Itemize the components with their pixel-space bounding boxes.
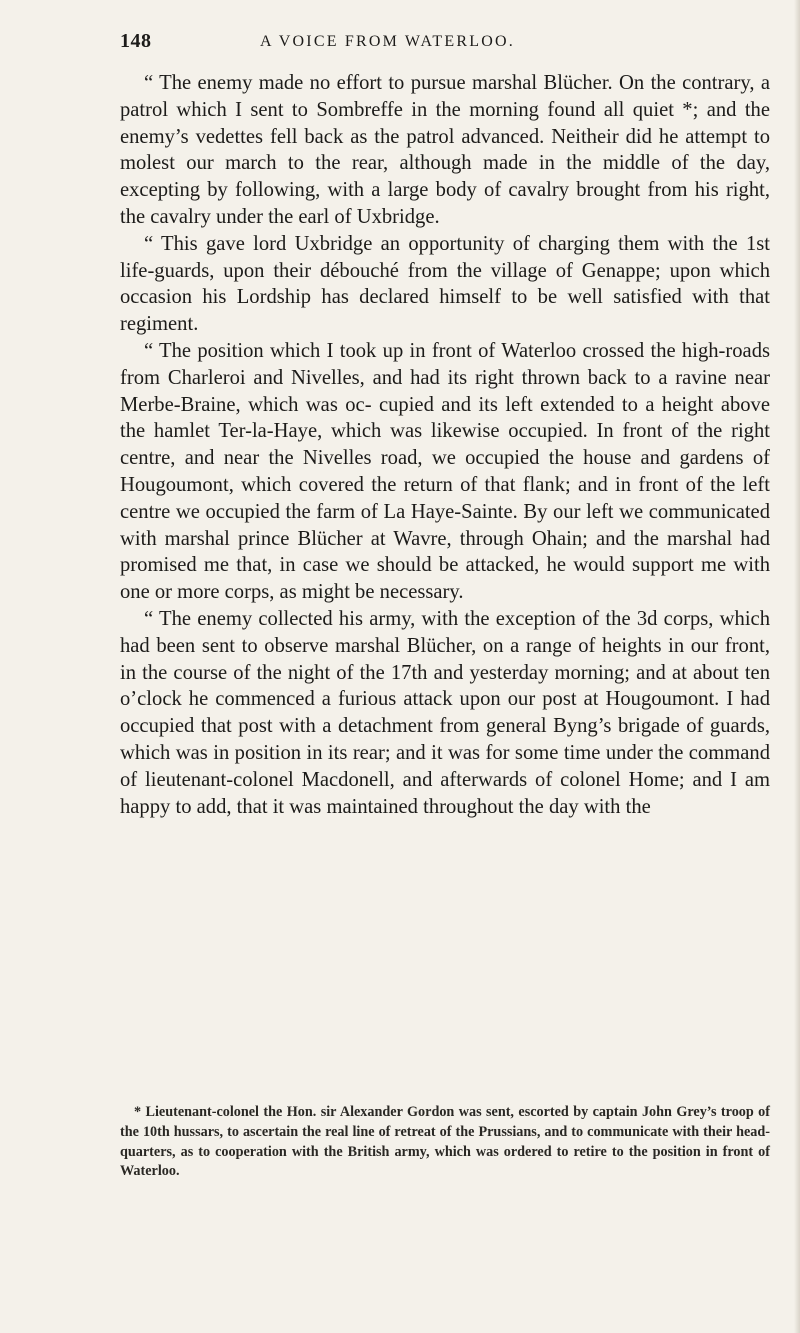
footnote-text: * Lieutenant-colonel the Hon. sir Alexander Gordon was sent, escorted by captain John Grey’s troop of the 10th hussars, to ascertain the real line of retreat of the Prussians, and to communicate with their head-quarters, as to cooperation with the British army, which was ordered to retire to the position in front of Waterloo. [120, 1104, 770, 1180]
running-title: A VOICE FROM WATERLOO. [260, 33, 515, 50]
paragraph-3: “ The position which I took up in front of Waterloo crossed the high-roads from Charleroi and Nivelles, and had its right thrown back to a ravine near Merbe-Braine, which was oc- cupied and its left extended to a height above the hamlet Ter-la-Haye, which was likewise occupied. In front of the right centre, and near the Nivelles road, we occupied the house and gardens of Hougoumont, which covered the return of that flank; and in front of the left centre we occupied the farm of La Haye-Sainte. By our left we communicated with marshal prince Blücher at Wavre, through Ohain; and the marshal had promised me that, in case we should be attacked, he would support me with one or more corps, as might be necessary. [120, 339, 770, 604]
paragraph-2: “ This gave lord Uxbridge an opportunity of charging them with the 1st life-guards, upon their débouché from the village of Genappe; upon which occasion his Lordship has declared himself to be well satisfied with that regiment. [120, 232, 770, 336]
page-edge-shadow [794, 0, 800, 1333]
body-text [120, 70, 770, 820]
paragraph-4: “ The enemy collected his army, with the exception of the 3d corps, which had been sent to observe marshal Blücher, on a range of heights in our front, in the course of the night of the 17th and yesterday morning; and at about ten o’clock he commenced a furious attack upon our post at Hougoumont. I had occupied that post with a detachment from general Byng’s brigade of guards, which was in position in its rear; and it was for some time under the command of lieutenant-colonel Macdonell, and afterwards of colonel Home; and I am happy to add, that it was maintained throughout the day with the [120, 607, 770, 818]
footnote [120, 1103, 770, 1182]
page-header [120, 30, 770, 62]
paragraph-1: “ The enemy made no effort to pursue marshal Blücher. On the contrary, a patrol which I sent to Sombreffe in the morning found all quiet *; and the enemy’s vedettes fell back as the patrol advanced. Neitheir did he attempt to molest our march to the rear, although made in the middle of the day, excepting by following, with a large body of cavalry brought from his right, the cavalry under the earl of Uxbridge. [120, 72, 770, 228]
page-number: 148 [120, 30, 152, 52]
